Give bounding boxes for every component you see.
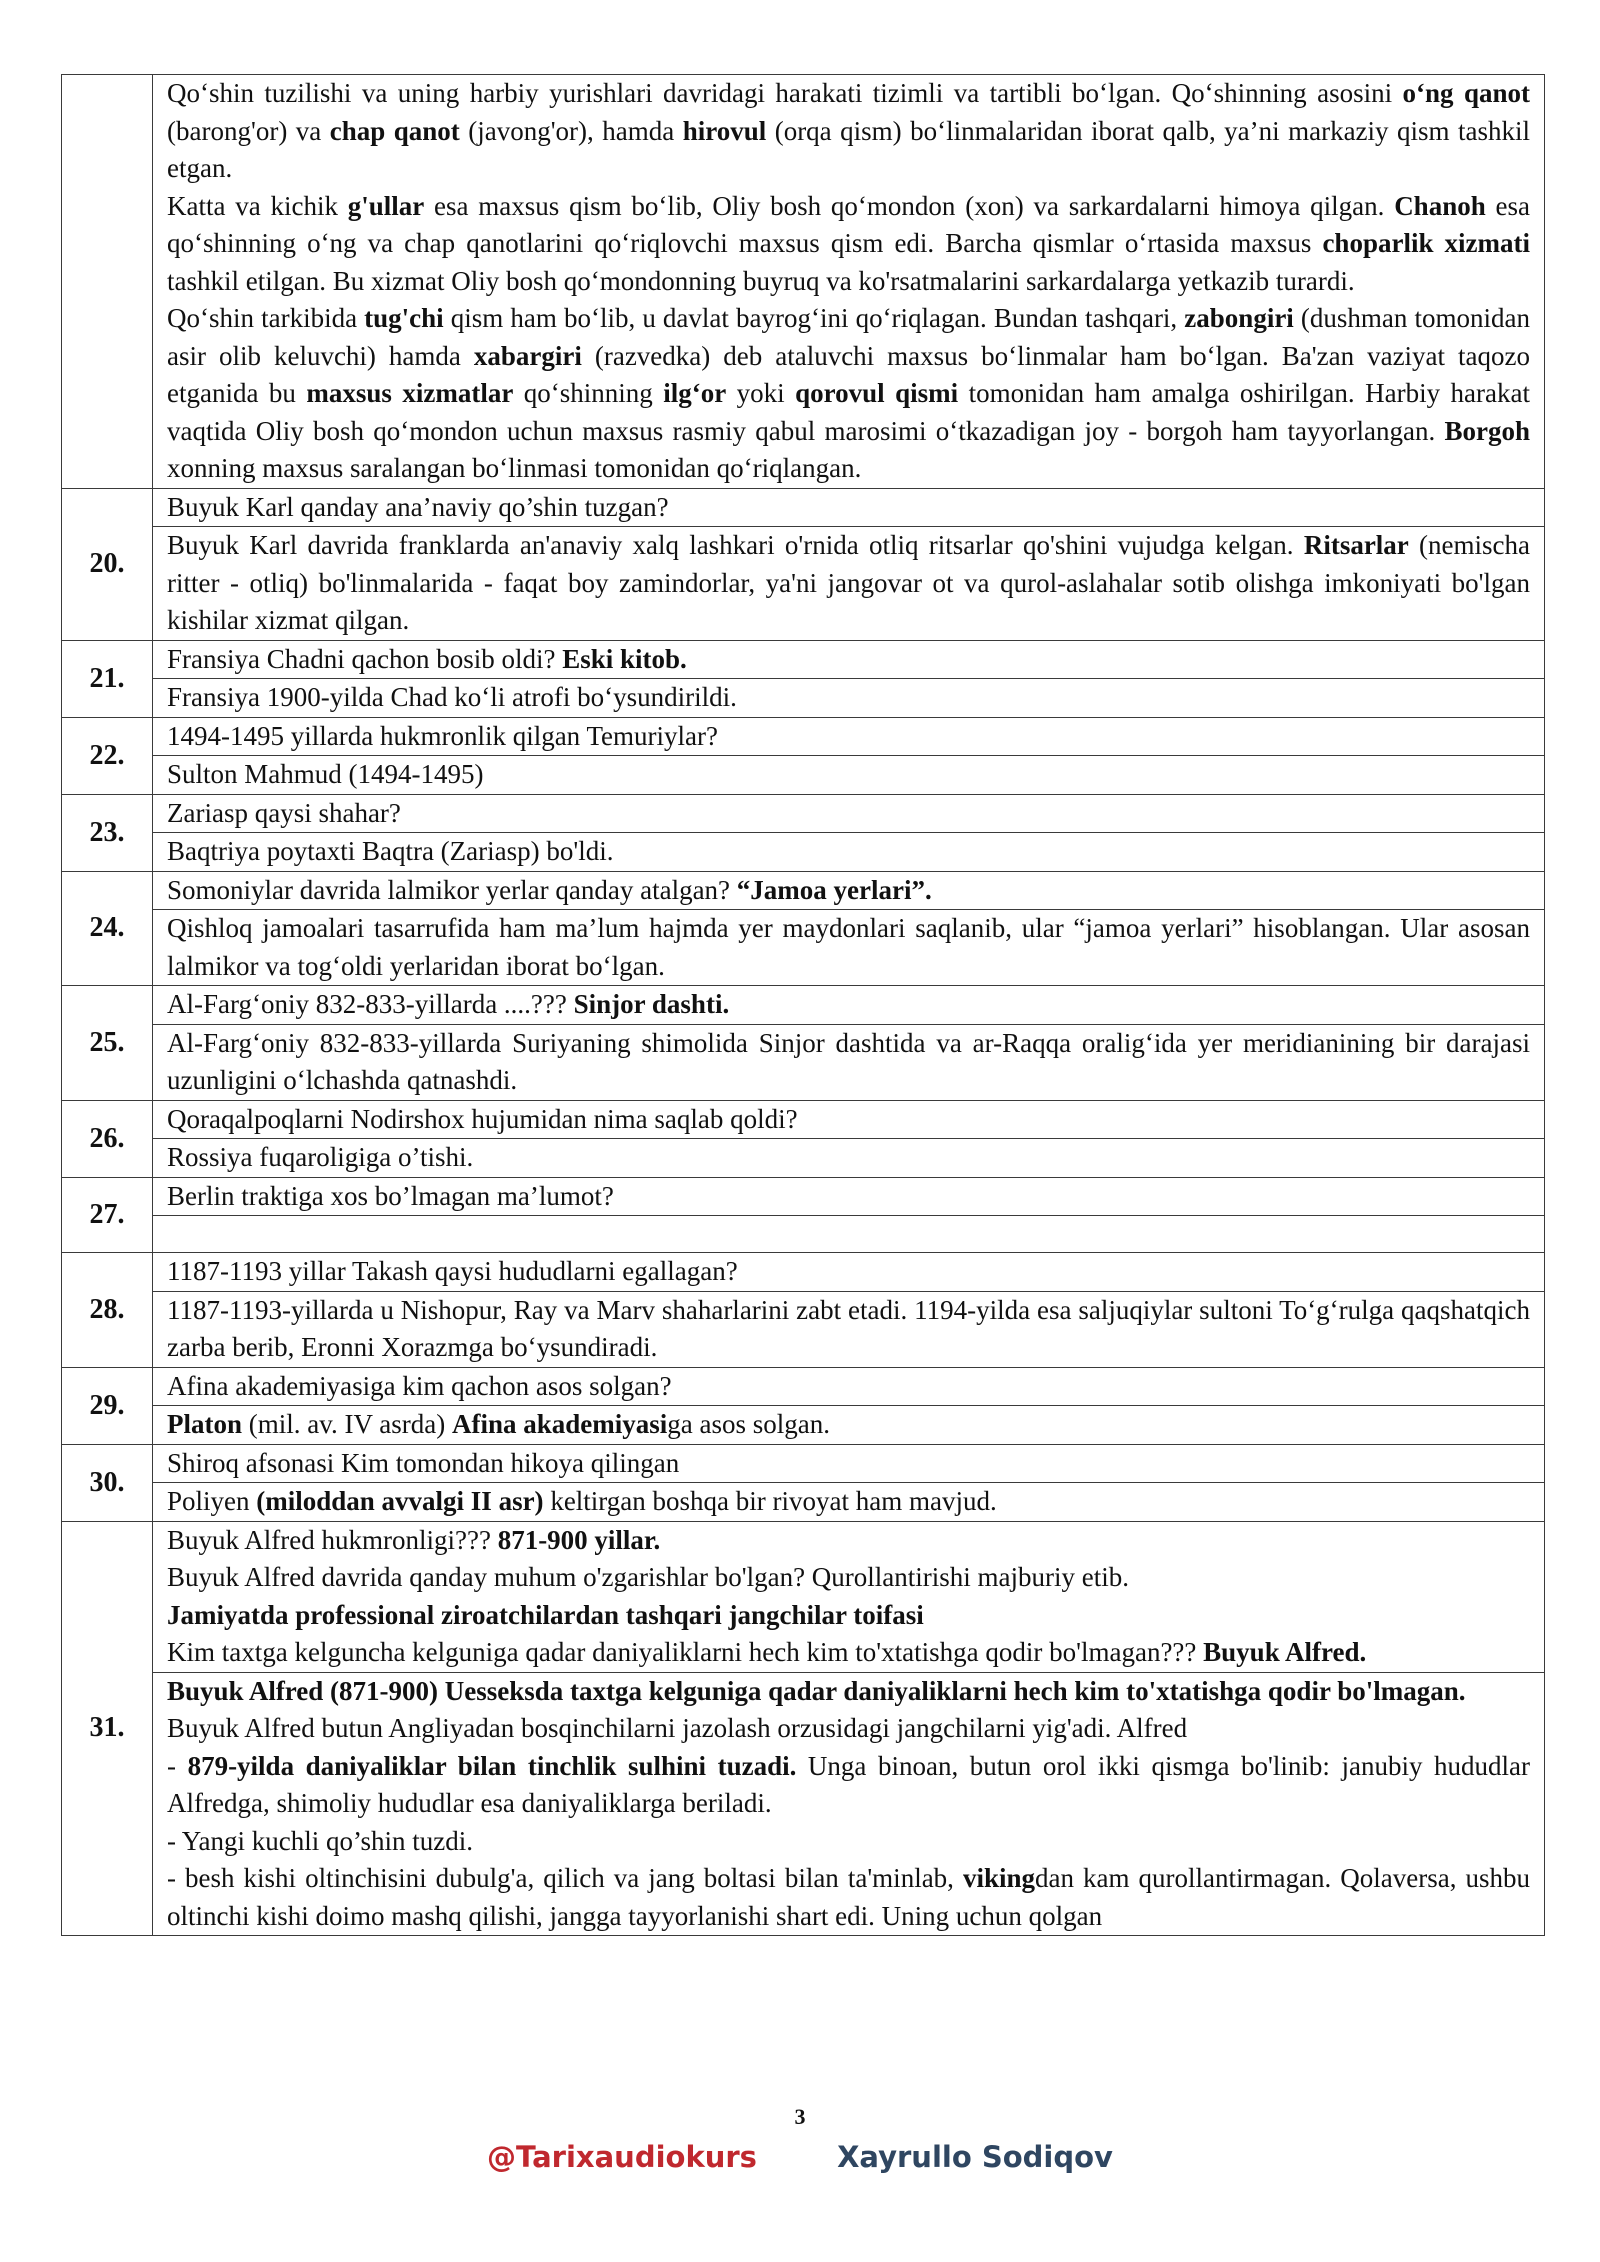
text-run: Katta va kichik (167, 190, 348, 221)
text-run: Fransiya Chadni qachon bosib oldi? (167, 643, 563, 674)
bold-text: Jamiyatda professional ziroatchilardan tashqari jangchilar toifasi (167, 1599, 924, 1630)
table-row (62, 679, 1545, 718)
question-cell (153, 1521, 1545, 1672)
text-run: Poliyen (167, 1486, 257, 1516)
bold-text: Platon (167, 1409, 243, 1439)
text-run: Rossiya fuqaroligiga o’tishi. (167, 1142, 474, 1172)
answer-cell (153, 910, 1545, 986)
text-run: Sulton Mahmud (1494-1495) (167, 759, 484, 789)
answer-cell (153, 833, 1545, 872)
bold-text: o‘ng qanot (1402, 78, 1530, 108)
answer-cell (153, 527, 1545, 641)
bold-text: maxsus xizmatlar (306, 378, 514, 408)
table-row (62, 756, 1545, 795)
table-row (62, 833, 1545, 872)
table-row (62, 986, 1545, 1025)
paragraph (167, 1634, 1530, 1672)
question-cell (153, 488, 1545, 527)
bold-text: Eski kitob. (562, 643, 687, 674)
text-run: esa maxsus qism bo‘lib, Oliy bosh qo‘mondon (xon) va sarkardalarni himoya qilgan. (424, 190, 1395, 221)
answer-cell (153, 1406, 1545, 1445)
footer (0, 2140, 1600, 2174)
text-run: - besh kishi oltinchisini dubulg'a, qilich va jang boltasi bilan ta'minlab, (167, 1863, 963, 1893)
answer-cell (153, 756, 1545, 795)
table-row (62, 488, 1545, 527)
text-run: Al-Farg‘oniy 832-833-yillarda Suriyaning shimolida Sinjor dashtida va ar-Raqqa oralig‘ida yer meridianining bir darajasi uzunligini o‘lchashda qatnashdi. (167, 1027, 1530, 1095)
answer-cell (153, 679, 1545, 718)
text-run: esa qo‘shinning o‘ng va chap qanotlarini qo‘riqlovchi maxsus qism edi. Barcha qismlar o‘rtasida maxsus (167, 190, 1530, 258)
paragraph (167, 641, 1530, 679)
question-cell (153, 1367, 1545, 1406)
text-run: (nemischa ritter - otliq) bo'linmalarida - faqat boy zamindorlar, ya'ni jangovar ot va qurol-aslahalar sotib olishga imkoniyati bo'lgan kishilar xizmat qilgan. (167, 530, 1531, 635)
table-row (62, 871, 1545, 910)
text-run: Buyuk Alfred hukmronligi??? (167, 1524, 498, 1555)
text-run: 1494-1495 yillarda hukmronlik qilgan Temuriylar? (167, 720, 718, 751)
bold-text: g'ullar (347, 190, 425, 221)
text-run: Buyuk Alfred butun Angliyadan bosqinchilarni jazolash orzusidagi jangchilarni yig'adi. Alfred (167, 1713, 1188, 1743)
paragraph (167, 1710, 1530, 1748)
text-run: qism ham bo‘lib, u davlat bayrog‘ini qo‘riqlagan. Bundan tashqari, (443, 303, 1185, 333)
question-cell (153, 1100, 1545, 1139)
question-number: 26. (62, 1100, 153, 1177)
paragraph (167, 300, 1530, 488)
text-run: Al-Farg‘oniy 832-833-yillarda ....??? (167, 989, 574, 1019)
bold-text: viking (962, 1863, 1036, 1893)
paragraph (167, 188, 1530, 301)
text-run: Qo‘shin tuzilishi va uning harbiy yurishlari davridagi harakati tizimli va tartibli bo‘lgan. Qo‘shinning asosini (167, 78, 1403, 108)
paragraph (167, 527, 1530, 640)
table-row (62, 1291, 1545, 1367)
question-number: 23. (62, 794, 153, 871)
footer-handle[interactable]: @Tarixaudiokurs (487, 2140, 757, 2174)
text-run: Qishloq jamoalari tasarrufida ham ma’lum hajmda yer maydonlari saqlanib, ular “jamoa yerlari” hisoblangan. Ular asosan lalmikor va tog‘oldi yerlaridan iborat bo‘lgan. (167, 913, 1530, 981)
table-row (62, 75, 1545, 489)
table-row (62, 1177, 1545, 1216)
paragraph (167, 1823, 1530, 1861)
paragraph (167, 872, 1530, 910)
qa-table (61, 74, 1545, 1936)
bold-text: ilg‘or (663, 378, 727, 408)
question-number: 24. (62, 871, 153, 986)
paragraph (167, 1559, 1530, 1597)
paragraph (167, 718, 1530, 756)
text-run: keltirgan boshqa bir rivoyat ham mavjud. (543, 1486, 997, 1516)
paragraph (167, 756, 1530, 794)
question-number: 25. (62, 986, 153, 1101)
paragraph (167, 1748, 1530, 1823)
question-number: 30. (62, 1444, 153, 1521)
text-run: 1187-1193-yillarda u Nishopur, Ray va Marv shaharlarini zabt etadi. 1194-yilda esa saljuqiylar sultoni To‘g‘rulga qaqshatqich zarba berib, Eronni Xorazmga bo‘ysundiradi. (167, 1294, 1530, 1362)
bold-text: “Jamoa yerlari”. (736, 874, 932, 905)
question-number (62, 75, 153, 489)
paragraph (167, 1522, 1530, 1560)
bold-text: zabongiri (1184, 303, 1294, 333)
paragraph (167, 1178, 1530, 1216)
table-row (62, 1100, 1545, 1139)
table-row (62, 1253, 1545, 1292)
text-run: Unga binoan, butun orol ikki qismga bo'linib: janubiy hududlar Alfredga, shimoliy hududlar esa daniyaliklarga beriladi. (167, 1750, 1530, 1818)
bold-text: 871-900 yillar. (497, 1524, 661, 1555)
question-cell (153, 871, 1545, 910)
table-row (62, 640, 1545, 679)
table-row (62, 1367, 1545, 1406)
text-run: Berlin traktiga xos bo’lmagan ma’lumot? (167, 1180, 614, 1211)
text-run: Zariasp qaysi shahar? (167, 797, 401, 828)
table-row (62, 910, 1545, 986)
paragraph (167, 1025, 1530, 1100)
paragraph (167, 489, 1530, 527)
text-run: Buyuk Alfred davrida qanday muhum o'zgarishlar bo'lgan? Qurollantirishi majburiy etib. (167, 1562, 1130, 1592)
text-run: Somoniylar davrida lalmikor yerlar qanday atalgan? (167, 874, 737, 905)
bold-text: Ritsarlar (1303, 530, 1409, 560)
table-row (62, 1216, 1545, 1253)
text-run: Buyuk Karl qanday ana’naviy qo’shin tuzgan? (167, 491, 669, 522)
paragraph (167, 1292, 1530, 1367)
paragraph (167, 1101, 1530, 1139)
text-run: tashkil etilgan. Bu xizmat Oliy bosh qo‘mondonning buyruq va ko'rsatmalarini sarkardalarga yetkazib turardi. (167, 265, 1355, 296)
text-run: qo‘shinning (513, 378, 664, 408)
paragraph (167, 1597, 1530, 1635)
bold-text: Sinjor dashti. (573, 989, 730, 1019)
question-number: 31. (62, 1521, 153, 1936)
answer-cell (153, 1291, 1545, 1367)
text-run: (barong'or) va (167, 115, 330, 146)
question-cell (153, 1444, 1545, 1483)
paragraph (167, 795, 1530, 833)
bold-text: Buyuk Alfred (871-900) Uesseksda taxtga kelguniga qadar daniyaliklarni hech kim to'xtatishga qodir bo'lmagan. (167, 1675, 1466, 1706)
text-run: (mil. av. IV asrda) (242, 1409, 452, 1439)
question-number: 27. (62, 1177, 153, 1253)
bold-text: Buyuk Alfred. (1203, 1637, 1367, 1667)
text-run: Baqtriya poytaxti Baqtra (Zariasp) bo'ldi. (167, 836, 614, 866)
table-row (62, 1672, 1545, 1936)
bold-text: Chanoh (1394, 190, 1486, 221)
paragraph (167, 910, 1530, 985)
paragraph (167, 1139, 1530, 1177)
table-row (62, 1024, 1545, 1100)
question-number: 22. (62, 717, 153, 794)
bold-text: tug'chi (364, 303, 444, 333)
bold-text: 879-yilda daniyaliklar bilan tinchlik sulhini tuzadi. (187, 1750, 797, 1781)
table-row (62, 1483, 1545, 1522)
question-cell (153, 717, 1545, 756)
bold-text: hirovul (682, 115, 767, 146)
answer-cell (153, 1024, 1545, 1100)
text-run: Kim taxtga kelguncha kelguniga qadar daniyaliklarni hech kim to'xtatishga qodir bo'lmagan??? (167, 1637, 1204, 1667)
text-run: xonning maxsus saralangan bo‘linmasi tomonidan qo‘riqlangan. (167, 453, 862, 483)
bold-text: (miloddan avvalgi II asr) (256, 1486, 544, 1516)
paragraph (167, 1253, 1530, 1291)
paragraph (167, 1445, 1530, 1483)
text-run: (razvedka) deb ataluvchi maxsus bo‘linmalar ham bo‘lgan. Ba'zan vaziyat taqozo etganida bu (167, 340, 1530, 408)
text-run: Fransiya 1900-yilda Chad ko‘li atrofi bo‘ysundirildi. (167, 682, 737, 712)
paragraph (167, 1483, 1530, 1521)
paragraph (167, 75, 1530, 188)
table-row (62, 527, 1545, 641)
text-run: (dushman tomonidan asir olib keluvchi) hamda (167, 303, 1530, 371)
bold-text: xabargiri (473, 340, 582, 371)
text-run: Afina akademiyasiga kim qachon asos solgan? (167, 1370, 672, 1401)
answer-cell (153, 1483, 1545, 1522)
paragraph (167, 833, 1530, 871)
text-run: (javong'or), hamda (459, 115, 683, 146)
table-row (62, 1139, 1545, 1178)
text-run: Buyuk Karl davrida franklarda an'anaviy xalq lashkari o'rnida otliq ritsarlar qo'shini vujudga kelgan. (167, 530, 1304, 560)
answer-cell (153, 1139, 1545, 1178)
table-row (62, 1406, 1545, 1445)
question-cell (153, 794, 1545, 833)
answer-cell (153, 1216, 1545, 1253)
question-number: 28. (62, 1253, 153, 1368)
document-page (61, 74, 1545, 1936)
question-number: 21. (62, 640, 153, 717)
text-run: ga asos solgan. (667, 1409, 830, 1439)
table-row (62, 1444, 1545, 1483)
text-run: dan kam qurollantirmagan. Qolaversa, ushbu oltinchi kishi doimo mashq qilishi, jangga tayyorlanishi shart edi. Uning uchun qolgan (167, 1863, 1531, 1931)
text-run: (orqa qism) bo‘linmalaridan iborat qalb, ya’ni markaziy qism tashkil etgan. (167, 115, 1530, 183)
bold-text: qorovul qismi (795, 378, 959, 408)
answer-cell (153, 1672, 1545, 1936)
paragraph (167, 1673, 1530, 1711)
footer-author: Xayrullo Sodiqov (837, 2140, 1113, 2174)
question-cell (153, 986, 1545, 1025)
paragraph (167, 1860, 1530, 1935)
paragraph (167, 679, 1530, 717)
table-row (62, 1521, 1545, 1672)
text-run: - Yangi kuchli qo’shin tuzdi. (167, 1825, 474, 1856)
question-number: 29. (62, 1367, 153, 1444)
bold-text: choparlik xizmati (1322, 228, 1530, 258)
text-run: Qoraqalpoqlarni Nodirshox hujumidan nima saqlab qoldi? (167, 1103, 798, 1134)
text-run: Qo‘shin tarkibida (167, 303, 365, 333)
paragraph (167, 986, 1530, 1024)
text-run: tomonidan ham amalga oshirilgan. Harbiy harakat vaqtida Oliy bosh qo‘mondon uchun maxsus rasmiy qabul marosimi o‘tkazadigan joy - borgoh ham tayyorlangan. (167, 378, 1530, 446)
question-cell (153, 1253, 1545, 1292)
table-row (62, 717, 1545, 756)
bold-text: Borgoh (1444, 415, 1530, 446)
text-run: Shiroq afsonasi Kim tomondan hikoya qilingan (167, 1447, 680, 1478)
bold-text: Afina akademiyasi (451, 1409, 668, 1439)
question-cell (153, 640, 1545, 679)
question-number: 20. (62, 488, 153, 640)
table-row (62, 794, 1545, 833)
text-cell (153, 75, 1545, 489)
paragraph (167, 1368, 1530, 1406)
paragraph (167, 1406, 1530, 1444)
text-run: - (167, 1750, 188, 1781)
bold-text: chap qanot (329, 115, 460, 146)
page-number: 3 (794, 2104, 806, 2129)
text-run: 1187-1193 yillar Takash qaysi hududlarni egallagan? (167, 1256, 738, 1286)
text-run: yoki (726, 378, 796, 408)
question-cell (153, 1177, 1545, 1216)
